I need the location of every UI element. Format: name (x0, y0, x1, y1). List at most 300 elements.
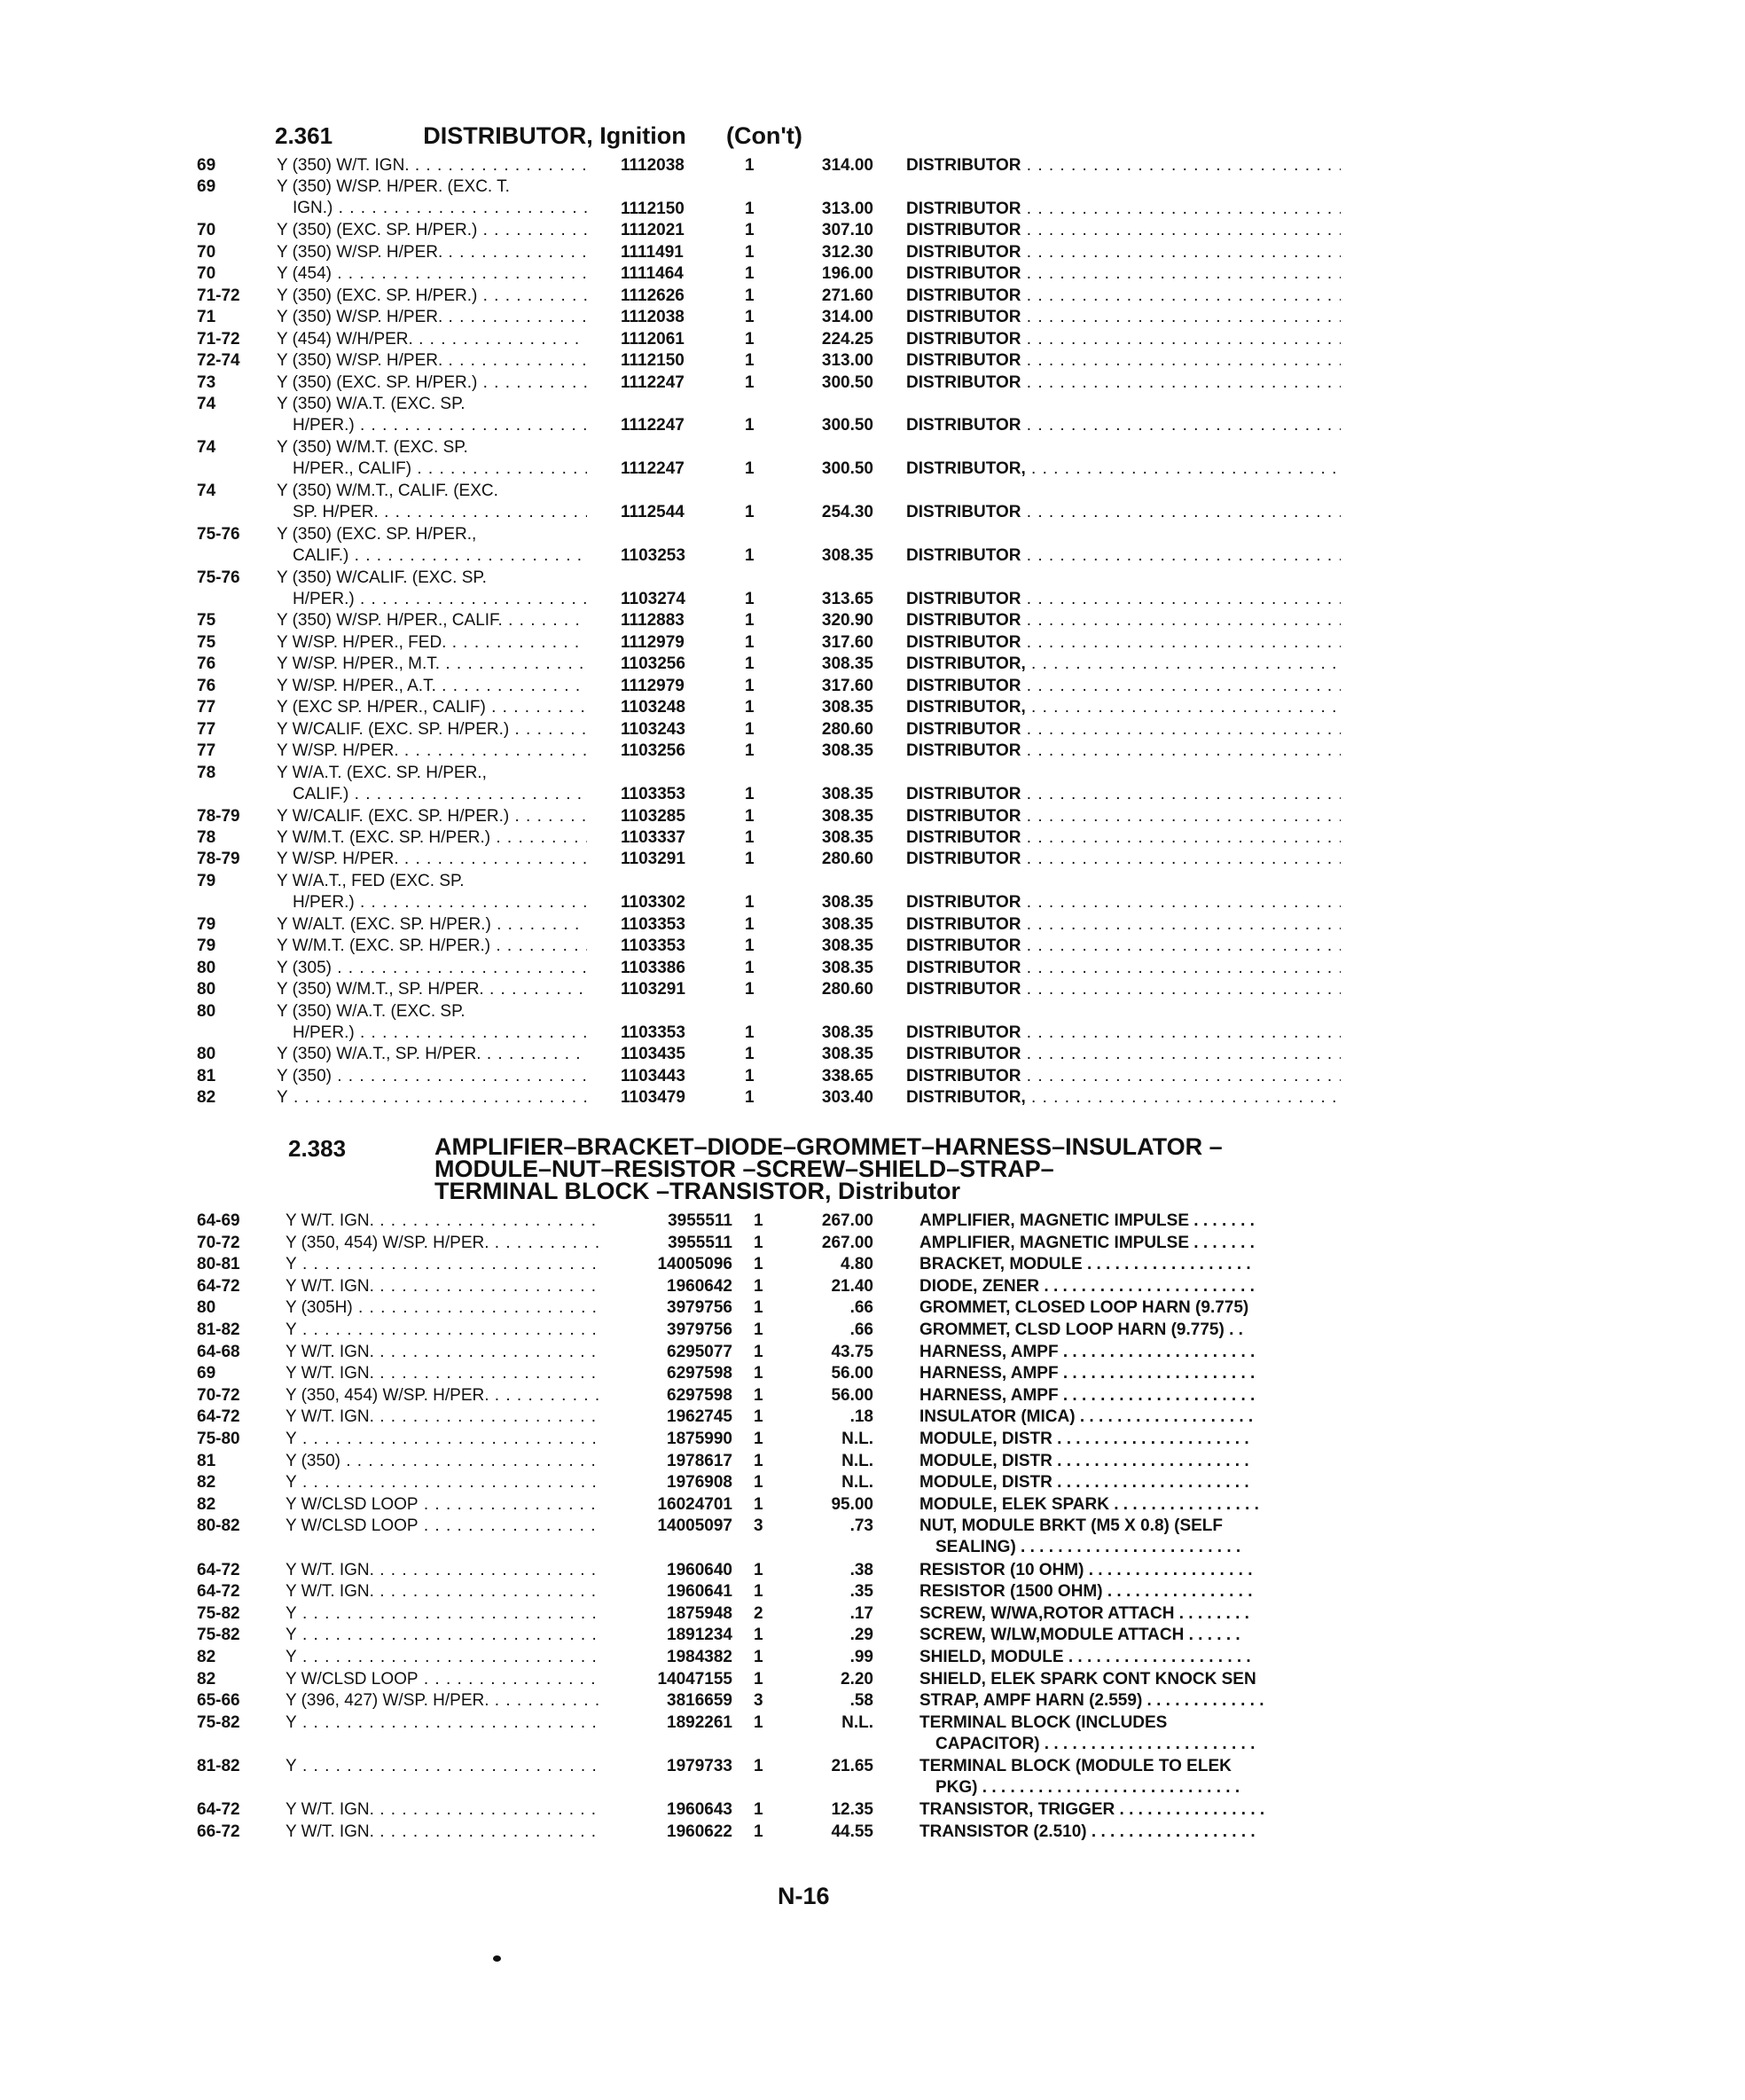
model-years: 75-76 (197, 568, 240, 587)
part-name (906, 936, 1341, 957)
part-number: 1112038 (621, 156, 685, 175)
model-years: 77 (197, 719, 216, 739)
model-years: 78-79 (197, 806, 240, 826)
list-price: 308.35 (821, 1045, 873, 1064)
part-name (906, 1044, 1341, 1065)
section-2361-number: 2.361 (275, 122, 333, 149)
part-name-line: NUT, MODULE BRKT (M5 X 0.8) (SELF (919, 1516, 1224, 1536)
part-name-line: DISTRIBUTOR, . . . (906, 458, 1341, 480)
part-number: 1960640 (667, 1560, 732, 1579)
quantity: 1 (754, 1582, 763, 1602)
application-description (286, 1385, 600, 1407)
part-name (906, 263, 1341, 285)
application-description (286, 1276, 600, 1297)
quantity: 1 (745, 503, 755, 522)
list-price: 56.00 (831, 1364, 873, 1383)
quantity: 1 (745, 741, 755, 761)
description-line: Y W/M.T. (EXC. SP. H/PER.) . . . (277, 936, 587, 957)
part-name-line: DISTRIBUTOR . . . (906, 1044, 1341, 1065)
application-description (277, 1001, 587, 1044)
description-line: Y (350, 454) W/SP. H/PER. . . . (286, 1233, 600, 1254)
part-number: 1112021 (621, 221, 685, 240)
part-name (906, 806, 1341, 827)
section-2383-title-line: MODULE–NUT–RESISTOR –SCREW–SHIELD–STRAP– (434, 1156, 1054, 1182)
part-number: 1111491 (621, 242, 684, 262)
list-price: 95.00 (831, 1494, 873, 1514)
part-number: 1103243 (621, 719, 685, 739)
part-name (906, 415, 1341, 436)
part-number: 1112247 (621, 372, 685, 392)
part-name (906, 784, 1341, 805)
part-name (919, 1516, 1345, 1558)
part-name-line: RESISTOR (10 OHM) . . . . . . . . . . . . . . . . . . (919, 1560, 1253, 1579)
part-name-line: DISTRIBUTOR . . . (906, 1066, 1341, 1087)
part-number: 1112883 (621, 611, 685, 631)
part-number: 6295077 (667, 1342, 732, 1361)
application-description (277, 740, 587, 762)
part-name-line: BRACKET, MODULE . . . . . . . . . . . . . . . . . . (919, 1255, 1251, 1274)
part-name-line: DISTRIBUTOR . . . (906, 979, 1341, 1000)
part-name (919, 1254, 1345, 1275)
description-line: Y . . . (286, 1472, 600, 1493)
application-description (286, 1799, 600, 1821)
part-name-line: TERMINAL BLOCK (MODULE TO ELEK (919, 1757, 1232, 1775)
part-number: 1103248 (621, 698, 685, 717)
model-years: 75-82 (197, 1626, 240, 1645)
model-years: 79 (197, 936, 216, 956)
model-years: 80 (197, 1298, 216, 1318)
description-line: IGN.) . . . (277, 198, 587, 219)
model-years: 75-80 (197, 1430, 240, 1448)
application-description (286, 1494, 600, 1516)
model-years: 75-82 (197, 1712, 240, 1732)
application-description (286, 1690, 600, 1712)
quantity: 1 (754, 1255, 763, 1274)
section-2361-heading (275, 122, 802, 150)
part-name-line: DISTRIBUTOR . . . (906, 329, 1341, 350)
part-name-line: DISTRIBUTOR . . . (906, 415, 1341, 436)
application-description (277, 1087, 587, 1109)
part-name-line: SCREW, W/LW,MODULE ATTACH . . . . . . (919, 1626, 1240, 1645)
list-price: .66 (849, 1320, 873, 1339)
part-number: 1112038 (621, 308, 685, 327)
list-price: 320.90 (821, 611, 873, 631)
model-years: 65-66 (197, 1691, 240, 1711)
part-name-line: DISTRIBUTOR . . . (906, 610, 1341, 631)
quantity: 1 (754, 1757, 763, 1775)
list-price: 303.40 (821, 1088, 873, 1108)
application-description (286, 1712, 600, 1734)
quantity: 1 (754, 1560, 763, 1579)
description-line: Y W/CLSD LOOP . . . (286, 1669, 600, 1690)
description-line: Y . . . (286, 1320, 600, 1341)
list-price: 313.65 (821, 589, 873, 608)
part-name-line: DISTRIBUTOR . . . (906, 827, 1341, 849)
application-description (277, 979, 587, 1000)
application-description (277, 719, 587, 740)
list-price: .29 (849, 1626, 873, 1645)
application-description (286, 1363, 600, 1384)
quantity: 1 (745, 1045, 755, 1064)
part-name-line: DISTRIBUTOR, . . . (906, 697, 1341, 718)
description-line: Y (350) W/SP. H/PER. . . . (277, 242, 587, 263)
list-price: 300.50 (821, 459, 873, 479)
part-name (906, 155, 1341, 176)
application-description (286, 1647, 600, 1668)
list-price: 44.55 (831, 1822, 873, 1841)
part-name (919, 1385, 1345, 1407)
list-price: .66 (849, 1298, 873, 1318)
part-name-line: TERMINAL BLOCK (INCLUDES (919, 1712, 1168, 1732)
part-name-line: HARNESS, AMPF . . . . . . . . . . . . . . . . . . . . . (919, 1342, 1256, 1361)
description-line: Y W/T. IGN. . . . (286, 1276, 600, 1297)
part-name-line: PKG) . . . . . . . . . . . . . . . . . . . . . . . . . . . . (935, 1778, 1240, 1797)
model-years: 81 (197, 1451, 216, 1470)
list-price: 317.60 (821, 676, 873, 695)
part-number: 1103285 (621, 806, 685, 826)
list-price: 4.80 (841, 1255, 873, 1274)
list-price: 313.00 (821, 351, 873, 371)
application-description (286, 1407, 600, 1428)
part-name (906, 307, 1341, 328)
application-description (277, 394, 587, 436)
quantity: 1 (754, 1451, 763, 1470)
part-name-line: DISTRIBUTOR . . . (906, 849, 1341, 870)
part-name (919, 1297, 1345, 1319)
quantity: 1 (745, 1023, 755, 1042)
part-name-line: INSULATOR (MICA) . . . . . . . . . . . . . . . . . . . (919, 1407, 1254, 1427)
list-price: 254.30 (821, 503, 873, 522)
description-line: Y W/SP. H/PER. . . . (277, 849, 587, 870)
part-number: 1979733 (667, 1757, 732, 1775)
part-number: 16024701 (657, 1494, 732, 1514)
part-name (919, 1669, 1345, 1690)
part-number: 1962745 (667, 1407, 732, 1427)
model-years: 70-72 (197, 1233, 240, 1252)
list-price: 56.00 (831, 1385, 873, 1405)
part-name (906, 545, 1341, 567)
part-name-line: DISTRIBUTOR . . . (906, 307, 1341, 328)
part-name-line: TRANSISTOR, TRIGGER . . . . . . . . . . . . . . . . (919, 1800, 1265, 1820)
list-price: 280.60 (821, 850, 873, 869)
part-name (919, 1233, 1345, 1254)
part-number: 1103274 (621, 589, 685, 608)
section-2383-title-line: TERMINAL BLOCK –TRANSISTOR, Distributor (434, 1178, 961, 1204)
part-name-line: MODULE, DISTR . . . . . . . . . . . . . . . . . . . . . (919, 1430, 1249, 1448)
part-number: 1103353 (621, 1023, 685, 1042)
description-line: Y (350) W/A.T. (EXC. SP. (277, 394, 466, 413)
list-price: 314.00 (821, 308, 873, 327)
application-description (277, 220, 587, 241)
list-price: 308.35 (821, 914, 873, 934)
part-name (919, 1822, 1345, 1843)
quantity: 1 (745, 1088, 755, 1108)
quantity: 1 (745, 221, 755, 240)
part-name (919, 1451, 1345, 1472)
description-line: Y (350, 454) W/SP. H/PER. . . . (286, 1385, 600, 1407)
description-line: Y W/T. IGN. . . . (286, 1342, 600, 1363)
part-name (919, 1799, 1345, 1821)
quantity: 1 (754, 1430, 763, 1448)
part-name (919, 1363, 1345, 1384)
model-years: 80 (197, 980, 216, 999)
list-price: 196.00 (821, 264, 873, 284)
quantity: 1 (754, 1822, 763, 1841)
description-line: H/PER.) . . . (277, 589, 587, 610)
part-name-line: DISTRIBUTOR . . . (906, 958, 1341, 979)
application-description (286, 1429, 600, 1450)
list-price: N.L. (841, 1430, 873, 1448)
description-line: Y (350) W/A.T. (EXC. SP. (277, 1001, 466, 1021)
list-price: 308.35 (821, 806, 873, 826)
part-number: 1112247 (621, 459, 685, 479)
list-price: 308.35 (821, 936, 873, 956)
ink-dot (493, 1955, 501, 1962)
part-name (919, 1625, 1345, 1646)
page-number: N-16 (778, 1883, 830, 1909)
part-name-line: GROMMET, CLOSED LOOP HARN (9.775) (919, 1298, 1249, 1318)
application-description (277, 914, 587, 936)
part-name-line: CAPACITOR) . . . . . . . . . . . . . . . . . . . . . . . (935, 1734, 1256, 1753)
quantity: 1 (754, 1626, 763, 1645)
part-number: 1960642 (667, 1276, 732, 1296)
part-number: 1978617 (667, 1451, 732, 1470)
part-name-line: DISTRIBUTOR . . . (906, 502, 1341, 523)
model-years: 70 (197, 242, 216, 262)
model-years: 75-76 (197, 524, 240, 544)
part-number: 1875990 (667, 1430, 732, 1448)
model-years: 64-72 (197, 1407, 240, 1427)
list-price: 308.35 (821, 958, 873, 977)
list-price: .17 (849, 1603, 873, 1623)
part-number: 3955511 (668, 1233, 732, 1252)
model-years: 77 (197, 698, 216, 717)
part-name (919, 1603, 1345, 1625)
part-name (919, 1211, 1345, 1232)
model-years: 79 (197, 871, 216, 890)
quantity: 1 (745, 372, 755, 392)
model-years: 72-74 (197, 351, 240, 371)
section-2361-title: DISTRIBUTOR, Ignition (423, 122, 686, 149)
part-name (906, 199, 1341, 220)
part-number: 1960641 (667, 1582, 732, 1602)
application-description (286, 1233, 600, 1254)
quantity: 1 (745, 632, 755, 652)
part-name (919, 1756, 1345, 1798)
application-description (277, 242, 587, 263)
list-price: 308.35 (821, 546, 873, 566)
application-description (286, 1625, 600, 1646)
part-number: 3979756 (667, 1298, 732, 1318)
model-years: 64-69 (197, 1211, 240, 1230)
part-name (906, 740, 1341, 762)
list-price: 308.35 (821, 1023, 873, 1042)
description-line: Y W/CLSD LOOP . . . (286, 1516, 600, 1537)
model-years: 82 (197, 1088, 216, 1108)
application-description (277, 936, 587, 957)
part-name-line: DISTRIBUTOR . . . (906, 350, 1341, 372)
part-name-line: DISTRIBUTOR . . . (906, 676, 1341, 697)
part-name (906, 654, 1341, 675)
application-description (277, 524, 587, 567)
model-years: 69 (197, 177, 216, 197)
description-line: SP. H/PER. . . . (277, 502, 587, 523)
part-number: 1892261 (667, 1712, 732, 1732)
list-price: 314.00 (821, 156, 873, 175)
description-line: Y (305) . . . (277, 958, 587, 979)
model-years: 80-82 (197, 1516, 240, 1536)
part-number: 14047155 (657, 1669, 732, 1689)
quantity: 1 (745, 242, 755, 262)
quantity: 1 (754, 1473, 763, 1493)
part-number: 1112150 (621, 351, 685, 371)
list-price: 312.30 (821, 242, 873, 262)
model-years: 75 (197, 611, 216, 631)
description-line: Y W/T. IGN. . . . (286, 1560, 600, 1581)
part-name (906, 1023, 1341, 1044)
part-name (919, 1276, 1345, 1297)
part-name (906, 849, 1341, 870)
part-name-line: DISTRIBUTOR . . . (906, 1023, 1341, 1044)
list-price: 267.00 (821, 1211, 873, 1230)
model-years: 70 (197, 221, 216, 240)
description-line: Y W/T. IGN. . . . (286, 1799, 600, 1821)
quantity: 1 (754, 1298, 763, 1318)
part-name (906, 350, 1341, 372)
description-line: Y (350) W/SP. H/PER. . . . (277, 307, 587, 328)
description-line: Y (350) (EXC. SP. H/PER.) . . . (277, 220, 587, 241)
application-description (277, 806, 587, 827)
part-name-line: HARNESS, AMPF . . . . . . . . . . . . . . . . . . . . . (919, 1385, 1256, 1405)
quantity: 1 (745, 827, 755, 847)
quantity: 1 (745, 546, 755, 566)
description-line: Y (350) W/SP. H/PER. (EXC. T. (277, 177, 510, 197)
part-name (906, 892, 1341, 913)
part-number: 14005097 (657, 1516, 732, 1536)
quantity: 1 (745, 893, 755, 913)
description-line: Y . . . (286, 1603, 600, 1625)
model-years: 74 (197, 394, 216, 413)
part-name (919, 1690, 1345, 1712)
description-line: Y . . . (286, 1756, 600, 1777)
part-name (906, 589, 1341, 610)
model-years: 80 (197, 958, 216, 977)
part-name (919, 1407, 1345, 1428)
description-line: Y . . . (286, 1625, 600, 1646)
list-price: 308.35 (821, 893, 873, 913)
quantity: 1 (754, 1407, 763, 1427)
model-years: 80 (197, 1001, 216, 1021)
part-number: 1103337 (621, 827, 685, 847)
application-description (286, 1581, 600, 1602)
description-line: Y (305H) . . . (286, 1297, 600, 1319)
part-name-line: DISTRIBUTOR, . . . (906, 1087, 1341, 1109)
description-line: H/PER.) . . . (277, 415, 587, 436)
description-line: Y W/M.T. (EXC. SP. H/PER.) . . . (277, 827, 587, 849)
part-number: 1103256 (621, 741, 685, 761)
part-number: 1112979 (621, 632, 685, 652)
description-line: Y (350) W/CALIF. (EXC. SP. (277, 568, 487, 587)
section-2383-title-line: AMPLIFIER–BRACKET–DIODE–GROMMET–HARNESS–INSULATOR – (434, 1133, 1223, 1160)
part-name-line: DISTRIBUTOR . . . (906, 740, 1341, 762)
application-description (277, 827, 587, 849)
part-number: 6297598 (667, 1364, 732, 1383)
part-name (906, 502, 1341, 523)
description-line: CALIF.) . . . (277, 545, 587, 567)
application-description (277, 437, 587, 480)
list-price: 307.10 (821, 221, 873, 240)
description-line: H/PER., CALIF) . . . (277, 458, 587, 480)
part-name (919, 1472, 1345, 1493)
model-years: 70-72 (197, 1385, 240, 1405)
description-line: Y W/T. IGN. . . . (286, 1363, 600, 1384)
model-years: 64-68 (197, 1342, 240, 1361)
model-years: 75 (197, 632, 216, 652)
application-description (277, 1066, 587, 1087)
part-name (906, 827, 1341, 849)
quantity: 1 (745, 958, 755, 977)
list-price: 43.75 (831, 1342, 873, 1361)
part-name-line: DISTRIBUTOR . . . (906, 263, 1341, 285)
list-price: N.L. (841, 1473, 873, 1493)
part-name-line: DISTRIBUTOR, . . . (906, 654, 1341, 675)
part-name (906, 697, 1341, 718)
quantity: 1 (745, 676, 755, 695)
description-line: Y (EXC SP. H/PER., CALIF) . . . (277, 697, 587, 718)
application-description (277, 697, 587, 718)
model-years: 81 (197, 1066, 216, 1085)
description-line: Y (350) . . . (286, 1451, 600, 1472)
application-description (277, 610, 587, 631)
part-name (906, 372, 1341, 394)
list-price: 338.65 (821, 1066, 873, 1085)
quantity: 1 (754, 1342, 763, 1361)
quantity: 1 (754, 1211, 763, 1230)
quantity: 1 (754, 1648, 763, 1666)
part-name-line: AMPLIFIER, MAGNETIC IMPULSE . . . . . . . (919, 1233, 1255, 1252)
part-name-line: HARNESS, AMPF . . . . . . . . . . . . . . . . . . . . . (919, 1364, 1256, 1383)
description-line: Y W/CALIF. (EXC. SP. H/PER.) . . . (277, 806, 587, 827)
description-line: Y . . . (286, 1429, 600, 1450)
part-name (906, 676, 1341, 697)
list-price: .73 (849, 1516, 873, 1536)
part-name (906, 979, 1341, 1000)
application-description (286, 1297, 600, 1319)
part-number: 1103256 (621, 654, 685, 674)
application-description (277, 654, 587, 675)
quantity: 1 (745, 1066, 755, 1085)
description-line: H/PER.) . . . (277, 1023, 587, 1044)
model-years: 73 (197, 372, 216, 392)
application-description (277, 632, 587, 654)
description-line: Y (350) W/T. IGN. . . . (277, 155, 587, 176)
application-description (286, 1451, 600, 1472)
part-number: 1103291 (621, 850, 685, 869)
model-years: 79 (197, 914, 216, 934)
application-description (277, 1044, 587, 1065)
application-description (286, 1320, 600, 1341)
part-name-line: DISTRIBUTOR . . . (906, 220, 1341, 241)
part-name-line: TRANSISTOR (2.510) . . . . . . . . . . . . . . . . . . (919, 1822, 1256, 1841)
application-description (286, 1822, 600, 1843)
model-years: 82 (197, 1648, 216, 1666)
quantity: 3 (754, 1691, 763, 1711)
description-line: Y W/A.T. (EXC. SP. H/PER., (277, 763, 487, 782)
model-years: 77 (197, 741, 216, 761)
part-name (919, 1581, 1345, 1602)
list-price: 300.50 (821, 372, 873, 392)
description-line: Y W/T. IGN. . . . (286, 1822, 600, 1843)
